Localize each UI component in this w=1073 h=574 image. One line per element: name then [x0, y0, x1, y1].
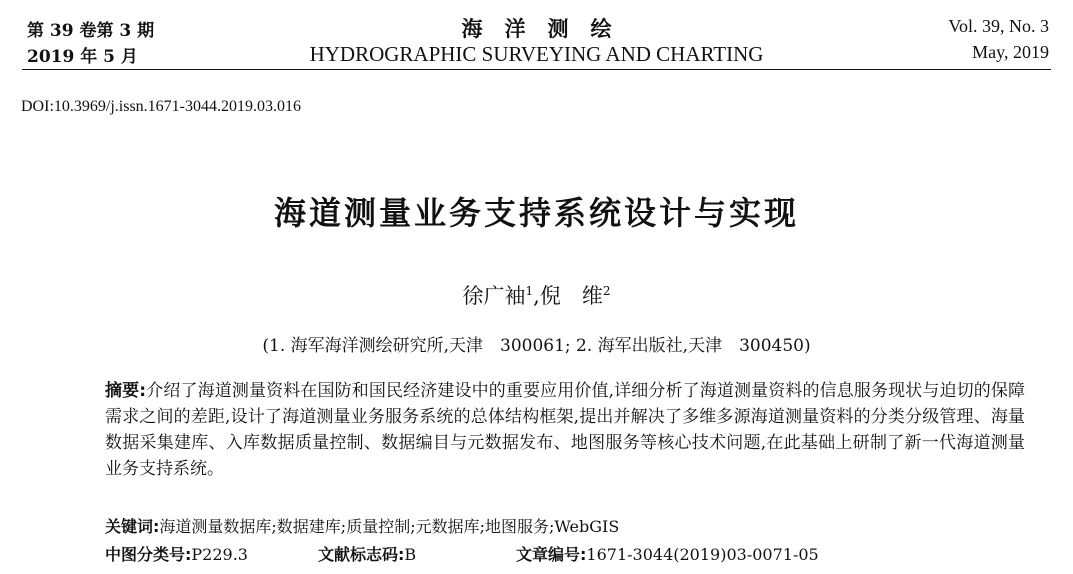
article-no-label: 文章编号:	[516, 545, 587, 564]
date-cn: 2019 年 5 月	[27, 47, 138, 67]
abstract	[105, 378, 1025, 482]
article-no-value: 1671-3044(2019)03-0071-05	[586, 545, 819, 564]
clc-number	[105, 542, 248, 565]
header-rule	[22, 69, 1051, 70]
journal-title-cn: 海洋测绘	[461, 16, 634, 41]
clc-value: P229.3	[191, 545, 248, 564]
keywords-label: 关键词:	[105, 517, 160, 536]
abstract-text: 介绍了海道测量资料在国防和国民经济建设中的重要应用价值,详细分析了海道测量资料的信息服务现状与迫切的保障需求之间的差距,设计了海道测量业务服务系统的总体结构框架,提出并解决了多维多源海道测量资料的分类分级管理、海量数据采集建库、入库数据质量控制、数据编目与元数据发布、地图服务等核心技术问题,在此基础上研制了新一代海道测量业务支持系统。	[105, 381, 1025, 479]
volume-en: Vol. 39, No. 3	[948, 16, 1049, 36]
clc-label: 中图分类号:	[105, 545, 192, 564]
date-en: May, 2019	[972, 42, 1049, 62]
article-number	[516, 542, 819, 565]
abstract-label: 摘要:	[105, 381, 147, 401]
affiliation: (1. 海军海洋测绘研究所,天津 300061; 2. 海军出版社,天津 300450)	[262, 336, 811, 356]
keywords	[105, 514, 619, 537]
doc-code-value: B	[404, 545, 417, 564]
author-separator: ,	[533, 284, 540, 308]
document-code	[318, 542, 416, 565]
author-1: 徐广袖	[462, 284, 526, 308]
keywords-text: 海道测量数据库;数据建库;质量控制;元数据库;地图服务;WebGIS	[159, 517, 620, 536]
author-2-affil: 2	[602, 284, 611, 298]
doc-code-label: 文献标志码:	[318, 545, 405, 564]
issue-cn: 第 39 卷第 3 期	[27, 21, 155, 41]
paper-title: 海道测量业务支持系统设计与实现	[273, 194, 799, 232]
journal-title-en: HYDROGRAPHIC SURVEYING AND CHARTING	[309, 42, 764, 66]
authors	[0, 280, 1073, 310]
author-2: 倪 维	[539, 284, 603, 308]
doi: DOI:10.3969/j.issn.1671-3044.2019.03.016	[21, 98, 301, 115]
author-1-affil: 1	[525, 284, 534, 298]
